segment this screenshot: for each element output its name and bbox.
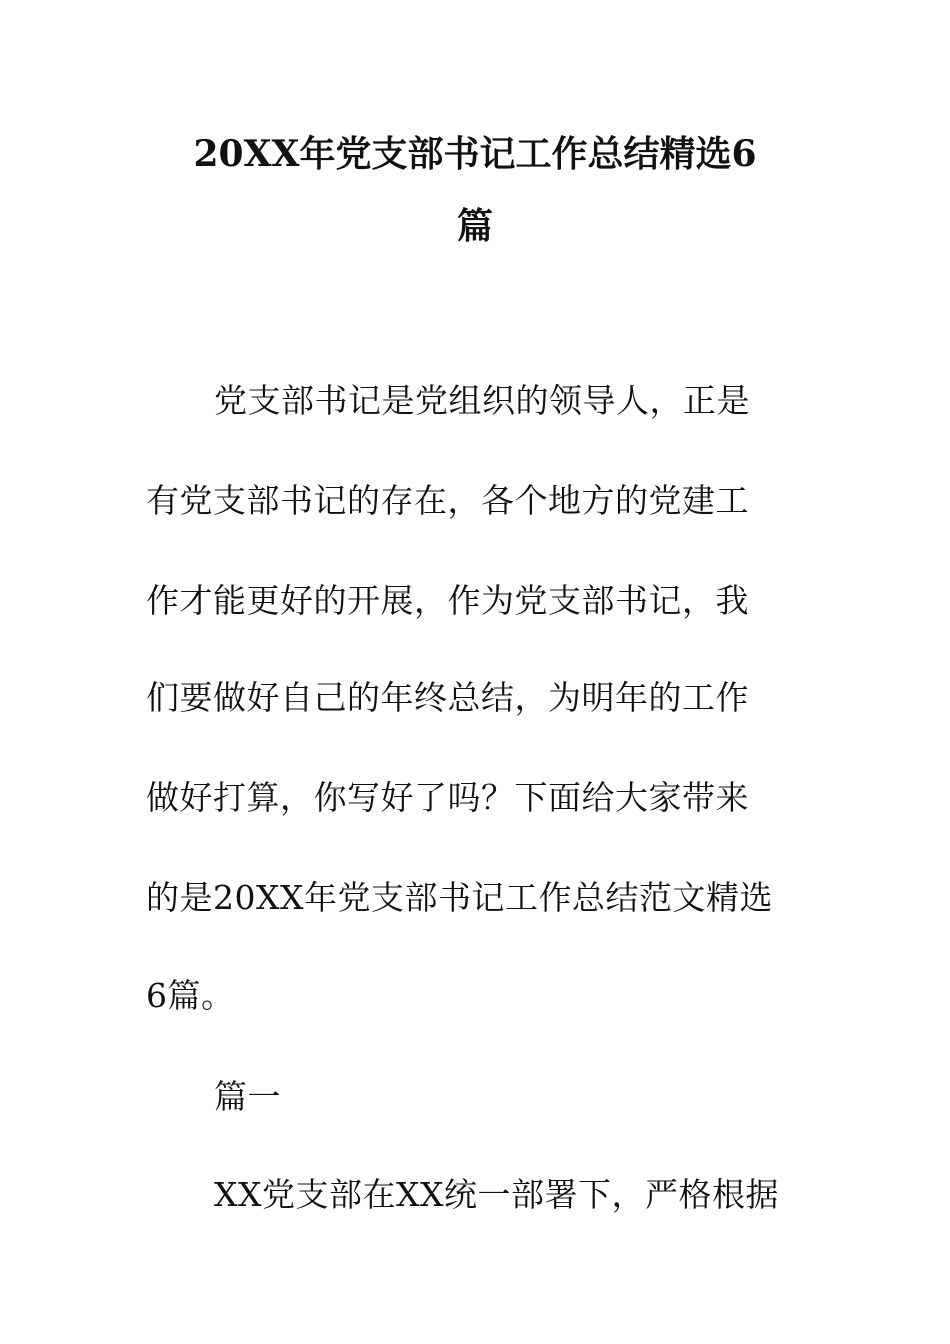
document-title — [140, 118, 810, 262]
intro-line: 的是20XX年党支部书记工作总结范文精选 — [146, 878, 773, 917]
title-line-2: 篇 — [456, 205, 493, 247]
intro-line: 作才能更好的开展，作为党支部书记，我 — [146, 581, 749, 620]
section-heading: 篇一 — [214, 1077, 281, 1116]
intro-line: 党支部书记是党组织的领导人，正是 — [214, 381, 750, 420]
intro-line: 们要做好自己的年终总结，为明年的工作 — [146, 678, 749, 717]
section-paragraph-line: XX党支部在XX统一部署下，严格根据 — [214, 1175, 779, 1214]
title-line-1: 20XX年党支部书记工作总结精选6 — [193, 133, 757, 175]
intro-line: 有党支部书记的存在，各个地方的党建工 — [146, 481, 749, 520]
intro-line: 做好打算，你写好了吗？下面给大家带来 — [146, 778, 749, 817]
intro-line: 6篇。 — [146, 976, 235, 1015]
